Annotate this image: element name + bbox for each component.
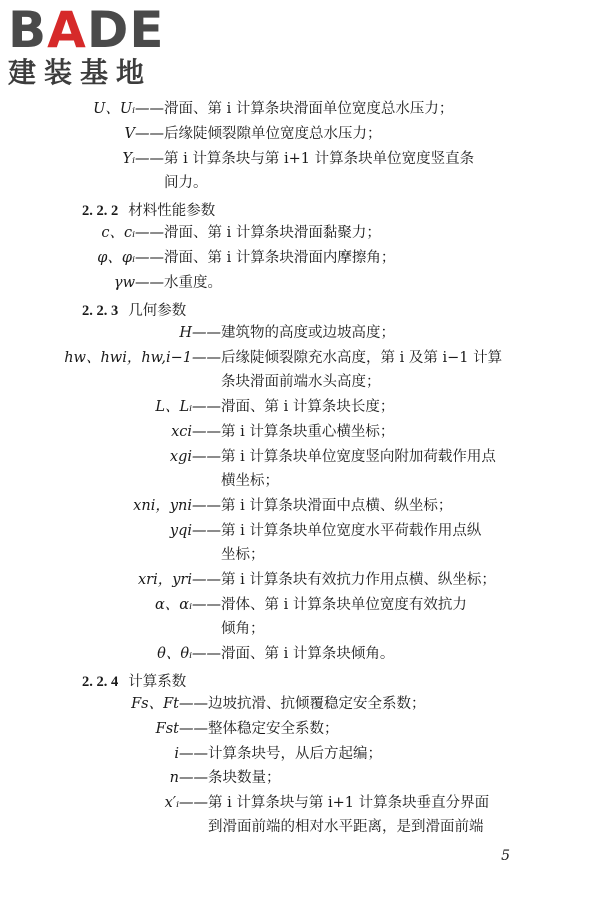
symbol: hw、hwi，hw,i−1—— <box>64 350 221 366</box>
definition: 水重度。 <box>164 275 222 291</box>
logo-subtitle: 建装基地 <box>8 56 153 89</box>
symbol: xgi—— <box>169 449 221 465</box>
definition: 到滑面前端的相对水平距离，是到滑面前端 <box>208 819 484 835</box>
symbol: Fst—— <box>155 721 208 737</box>
page-number: 5 <box>501 848 510 864</box>
definition: 后缘陡倾裂隙充水高度，第 i 及第 i−1 计算 <box>221 350 503 366</box>
section-heading: 2. 2. 3 几何参数 <box>82 303 187 319</box>
logo-wordmark: BADE <box>8 1 165 59</box>
definition: 第 i 计算条块单位宽度水平荷载作用点纵 <box>221 523 482 539</box>
symbol: φ、φᵢ—— <box>97 250 164 266</box>
definition: 条块滑面前端水头高度； <box>221 374 381 390</box>
definition: 滑面、第 i 计算条块长度； <box>221 399 395 415</box>
logo <box>8 1 178 89</box>
definition: 间力。 <box>164 175 208 191</box>
definition: 第 i 计算条块与第 i+1 计算条块垂直分界面 <box>208 795 490 811</box>
symbol: i—— <box>174 746 208 762</box>
symbol: Fs、Ft—— <box>131 696 208 712</box>
symbol: yqi—— <box>169 523 221 539</box>
section-heading: 2. 2. 2 材料性能参数 <box>82 203 216 219</box>
symbol: θ、θᵢ—— <box>157 646 221 662</box>
symbol: U、Uᵢ—— <box>93 101 164 117</box>
definition: 计算条块号，从后方起编； <box>208 746 382 762</box>
definition: 滑面、第 i 计算条块倾角。 <box>221 646 395 662</box>
section-heading: 2. 2. 4 计算系数 <box>82 674 187 690</box>
definition: 坐标； <box>221 547 265 563</box>
definition: 第 i 计算条块与第 i+1 计算条块单位宽度竖直条 <box>164 151 475 167</box>
definition: 滑面、第 i 计算条块滑面内摩擦角； <box>164 250 396 266</box>
definition: 滑面、第 i 计算条块滑面单位宽度总水压力； <box>164 101 454 117</box>
symbol: xri，yri—— <box>137 572 221 588</box>
symbol: xni，yni—— <box>133 498 221 514</box>
definition: 第 i 计算条块有效抗力作用点横、纵坐标； <box>221 572 496 588</box>
symbol: α、αᵢ—— <box>154 597 221 613</box>
definition: 滑面、第 i 计算条块滑面黏聚力； <box>164 225 381 241</box>
definition: 滑体、第 i 计算条块单位宽度有效抗力 <box>221 597 467 613</box>
symbol: x′ᵢ—— <box>164 795 208 811</box>
definition: 横坐标； <box>221 473 279 489</box>
definition: 条块数量； <box>208 770 281 786</box>
definition: 第 i 计算条块滑面中点横、纵坐标； <box>221 498 453 514</box>
symbol: V—— <box>124 126 164 142</box>
definition: 建筑物的高度或边坡高度； <box>221 325 395 341</box>
definition: 第 i 计算条块重心横坐标； <box>221 424 395 440</box>
definition: 边坡抗滑、抗倾覆稳定安全系数； <box>208 696 426 712</box>
symbol: L、Lᵢ—— <box>155 399 221 415</box>
symbol: γw—— <box>113 275 164 291</box>
definition: 整体稳定安全系数； <box>208 721 339 737</box>
definition: 倾角； <box>221 621 265 637</box>
symbol: n—— <box>169 770 208 786</box>
definition: 后缘陡倾裂隙单位宽度总水压力； <box>164 126 382 142</box>
definition: 第 i 计算条块单位宽度竖向附加荷载作用点 <box>221 449 496 465</box>
symbol: Yᵢ—— <box>122 151 164 167</box>
symbol: H—— <box>179 325 221 341</box>
symbol: xci—— <box>171 424 221 440</box>
symbol: c、cᵢ—— <box>101 225 164 241</box>
